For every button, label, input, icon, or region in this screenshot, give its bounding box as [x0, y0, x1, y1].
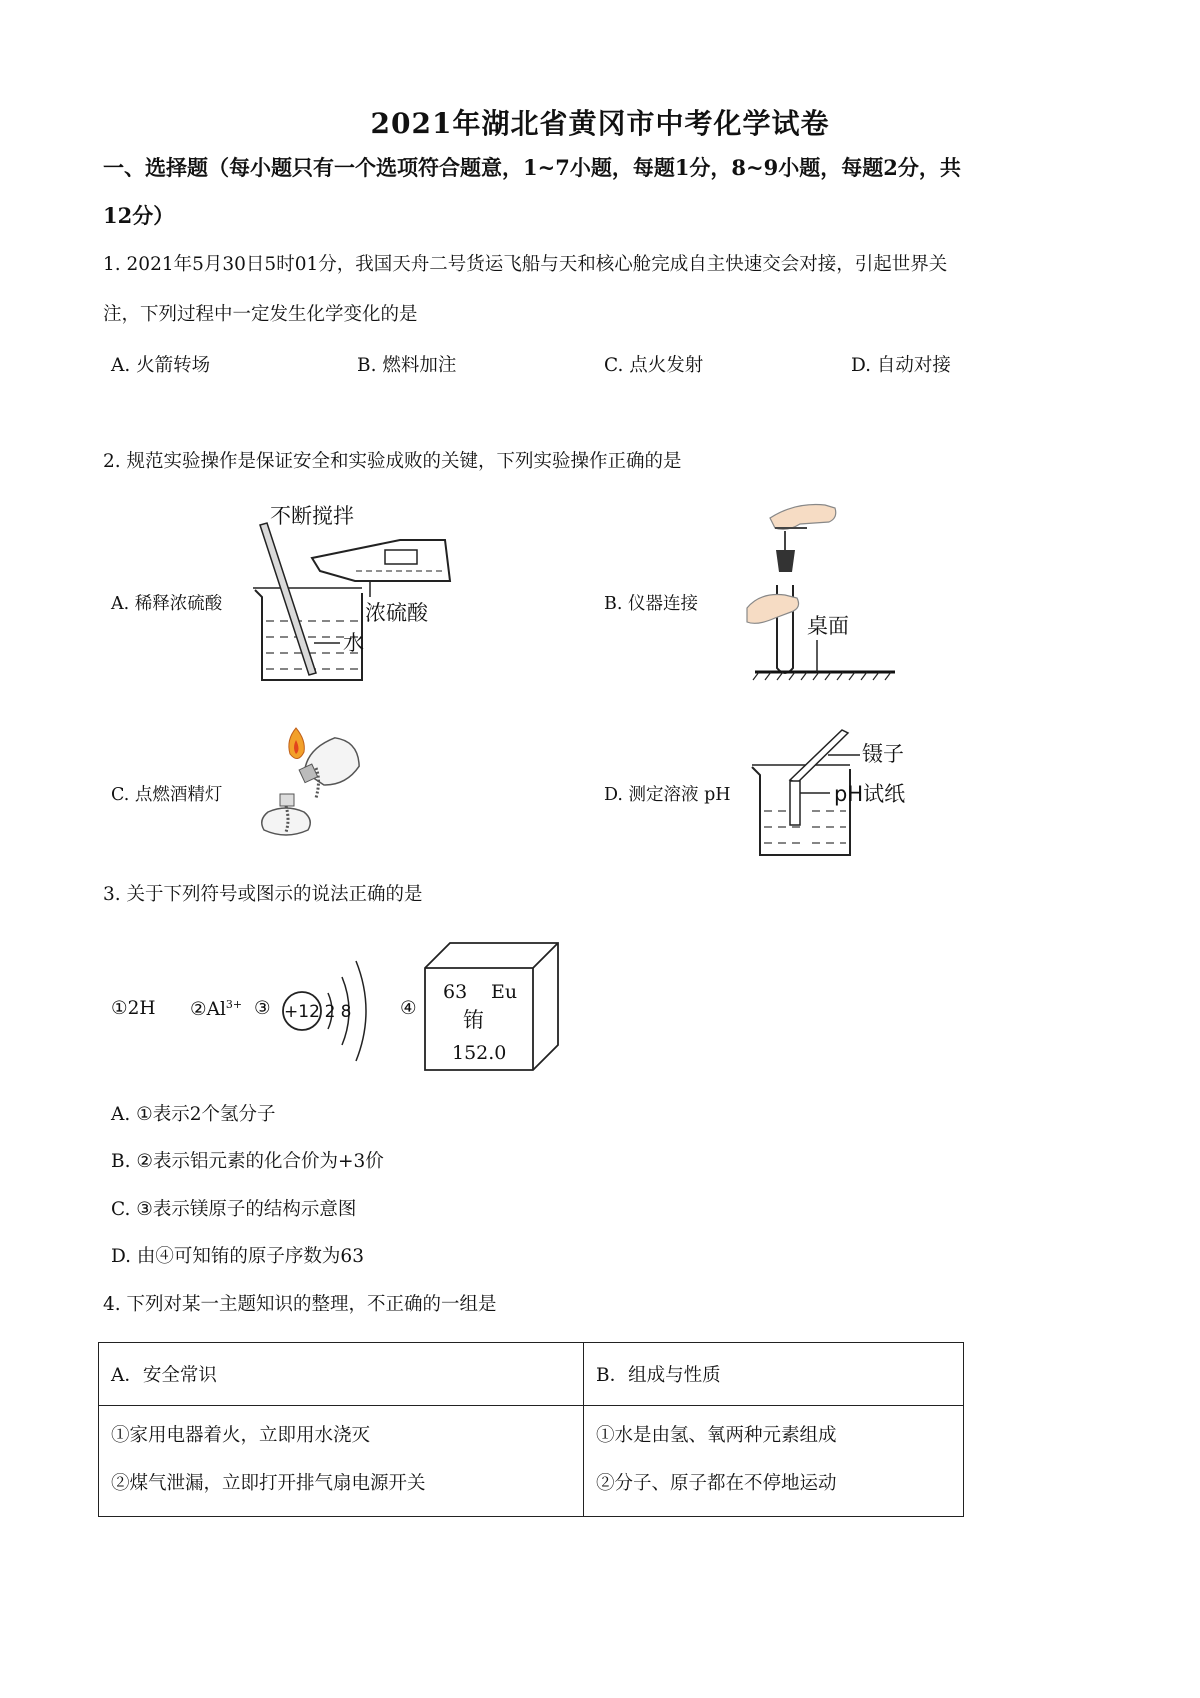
element-number: 63 [443, 981, 468, 1003]
table-cell-a [99, 1406, 584, 1517]
tweezers-label: 镊子 [862, 742, 904, 766]
q1-option-c: C. 点火发射 [604, 355, 704, 376]
q2-option-c-label: C. 点燃酒精灯 [111, 785, 223, 805]
q2-option-b-label: B. 仪器连接 [604, 594, 698, 614]
q1-option-b: B. 燃料加注 [357, 355, 457, 376]
connect-instruments-figure [745, 500, 900, 690]
q1-option-a: A. 火箭转场 [111, 355, 211, 376]
q3-stem: 3. 关于下列符号或图示的说法正确的是 [103, 884, 423, 905]
table-header-b: B．组成与性质 [584, 1343, 964, 1406]
symbol-3-marker: ③ [254, 998, 271, 1019]
table-row [99, 1406, 964, 1517]
symbol-al-ion [190, 998, 242, 1020]
symbol-4-marker: ④ [400, 998, 417, 1019]
stir-label: 不断搅拌 [270, 504, 354, 528]
composition-item-2: ②分子、原子都在不停地运动 [596, 1473, 837, 1494]
element-tile-figure [425, 943, 560, 1073]
q3-option-d: D. 由④可知铕的原子序数为63 [111, 1246, 364, 1267]
element-name: 铕 [463, 1008, 484, 1032]
section-heading-line2: 12分） [103, 203, 175, 228]
dilute-acid-figure [250, 505, 455, 685]
knowledge-table [98, 1342, 964, 1517]
concentrated-acid-label: 浓硫酸 [365, 601, 428, 625]
table-cell-b [584, 1406, 964, 1517]
q3-option-a: A. ①表示2个氢分子 [111, 1104, 276, 1125]
q2-stem: 2. 规范实验操作是保证安全和实验成败的关键，下列实验操作正确的是 [103, 451, 682, 472]
al-charge-superscript: 3+ [225, 998, 243, 1011]
q1-stem-line2: 注，下列过程中一定发生化学变化的是 [103, 304, 418, 325]
al-symbol-text: ②Al [190, 999, 226, 1021]
alcohol-lamp-figure [256, 720, 386, 840]
safety-item-2: ②煤气泄漏，立即打开排气扇电源开关 [111, 1473, 426, 1494]
shell-1-electrons: 2 [324, 1002, 336, 1022]
safety-item-1: ①家用电器着火，立即用水浇灭 [111, 1425, 371, 1446]
q1-stem-line1: 1. 2021年5月30日5时01分，我国天舟二号货运飞船与天和核心舱完成自主快速交会对接，引起世界关 [103, 254, 948, 275]
element-symbol: Eu [491, 981, 518, 1003]
section-heading-line1: 一、选择题（每小题只有一个选项符合题意，1~7小题，每题1分，8~9小题，每题2分，共 [103, 155, 961, 180]
element-mass: 152.0 [452, 1042, 507, 1064]
q2-option-d-label: D. 测定溶液 pH [604, 785, 731, 805]
symbol-2h: ①2H [111, 998, 156, 1019]
q2-option-a-label: A. 稀释浓硫酸 [111, 594, 223, 614]
table-header-row [99, 1343, 964, 1406]
atom-structure-diagram [278, 955, 388, 1065]
desk-label: 桌面 [807, 614, 849, 638]
q1-option-d: D. 自动对接 [851, 355, 951, 376]
ph-paper-label: pH试纸 [834, 782, 906, 806]
nucleus-charge: +12 [284, 1002, 320, 1022]
q4-stem: 4. 下列对某一主题知识的整理，不正确的一组是 [103, 1294, 497, 1315]
q3-option-c: C. ③表示镁原子的结构示意图 [111, 1199, 357, 1220]
page-title: 2021年湖北省黄冈市中考化学试卷 [370, 107, 830, 140]
shell-2-electrons: 8 [340, 1002, 352, 1022]
composition-item-1: ①水是由氢、氧两种元素组成 [596, 1425, 837, 1446]
table-header-a: A．安全常识 [99, 1343, 584, 1406]
q3-option-b: B. ②表示铝元素的化合价为+3价 [111, 1151, 384, 1172]
water-label: 水 [343, 631, 364, 655]
measure-ph-figure [750, 725, 950, 865]
